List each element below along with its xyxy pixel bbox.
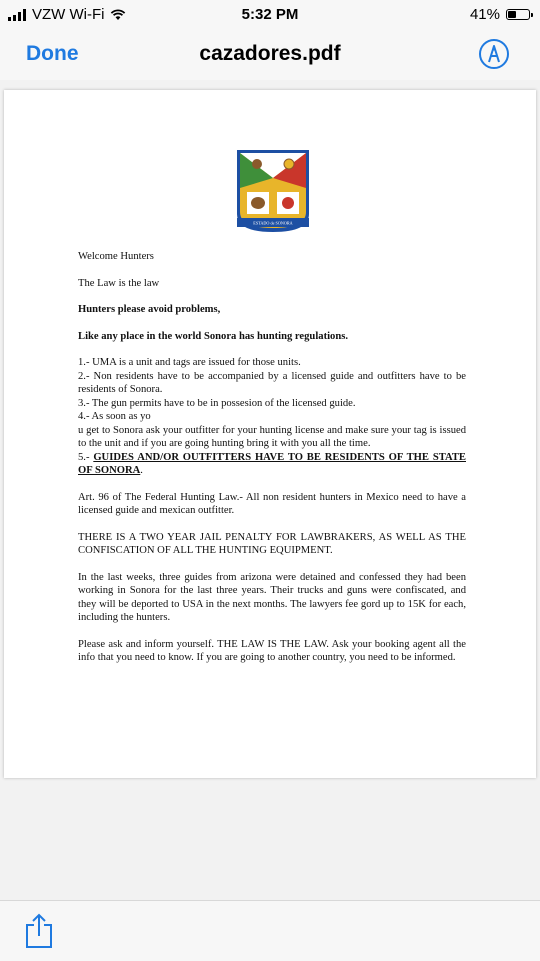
rule-5: [78, 451, 466, 478]
carrier-label: VZW Wi-Fi: [32, 6, 105, 23]
regulations-line: Like any place in the world Sonora has hunting regulations.: [78, 330, 348, 342]
battery-icon: [506, 9, 530, 20]
rule-3: 3.- The gun permits have to be in possesion of the licensed guide.: [78, 397, 356, 409]
navigation-bar: [0, 30, 540, 81]
federal-law-paragraph: Art. 96 of The Federal Hunting Law.- All non resident hunters in Mexico need to have a licensed guide and mexican outfitter.: [78, 491, 466, 516]
rule-1: 1.- UMA is a unit and tags are issued for those units.: [78, 357, 301, 368]
markup-pen-icon[interactable]: [478, 38, 510, 70]
sonora-coat-of-arms-image: [235, 148, 311, 234]
bottom-toolbar: [0, 900, 540, 961]
rule-4-continued: u get to Sonora ask your outfitter for your hunting license and make sure your tag is issued to the unit and if you are going hunting bring it with you all the time.: [78, 424, 466, 449]
status-right: [470, 6, 530, 23]
document-viewer[interactable]: [0, 80, 540, 880]
crest-caption: ESTADO de SONORA: [253, 220, 293, 226]
penalty-paragraph: THERE IS A TWO YEAR JAIL PENALTY FOR LAWBRAKERS, AS WELL AS THE CONFISCATION OF ALL THE HUNTING EQUIPMENT.: [78, 531, 466, 556]
law-line: The Law is the law: [78, 277, 160, 289]
arizona-paragraph: In the last weeks, three guides from arizona were detained and confessed they had been working in Sonora for the last three years. Their trucks and guns were confiscated, and they will be deported to USA in the next months. The lawyers fee gord up to 15K for each, including the hunters.: [78, 571, 466, 623]
document-title: cazadores.pdf: [199, 42, 341, 65]
rule-5-prefix: 5.-: [78, 451, 94, 463]
pdf-page: [4, 90, 536, 778]
status-time: 5:32 PM: [241, 6, 299, 23]
rule-2: 2.- Non residents have to be accompanied by a licensed guide and outfitters have to be residents of Sonora.: [78, 370, 466, 395]
rule-4: 4.- As soon as yo: [78, 411, 151, 422]
avoid-problems-line: Hunters please avoid problems,: [78, 304, 221, 315]
rule-5-suffix: .: [140, 465, 143, 476]
greeting-line: Welcome Hunters: [78, 251, 154, 262]
rule-5-emphasis: GUIDES AND/OR OUTFITTERS HAVE TO BE RESIDENTS OF THE STATE OF SONORA: [78, 451, 466, 476]
done-button[interactable]: Done: [26, 42, 79, 65]
document-body: [78, 250, 466, 665]
status-bar: [0, 0, 540, 30]
battery-percent: 41%: [469, 6, 500, 23]
closing-paragraph: Please ask and inform yourself. THE LAW IS THE LAW. Ask your booking agent all the info that you need to know. If you are going to another country, you need to be informed.: [78, 638, 466, 663]
share-icon[interactable]: [24, 913, 54, 949]
